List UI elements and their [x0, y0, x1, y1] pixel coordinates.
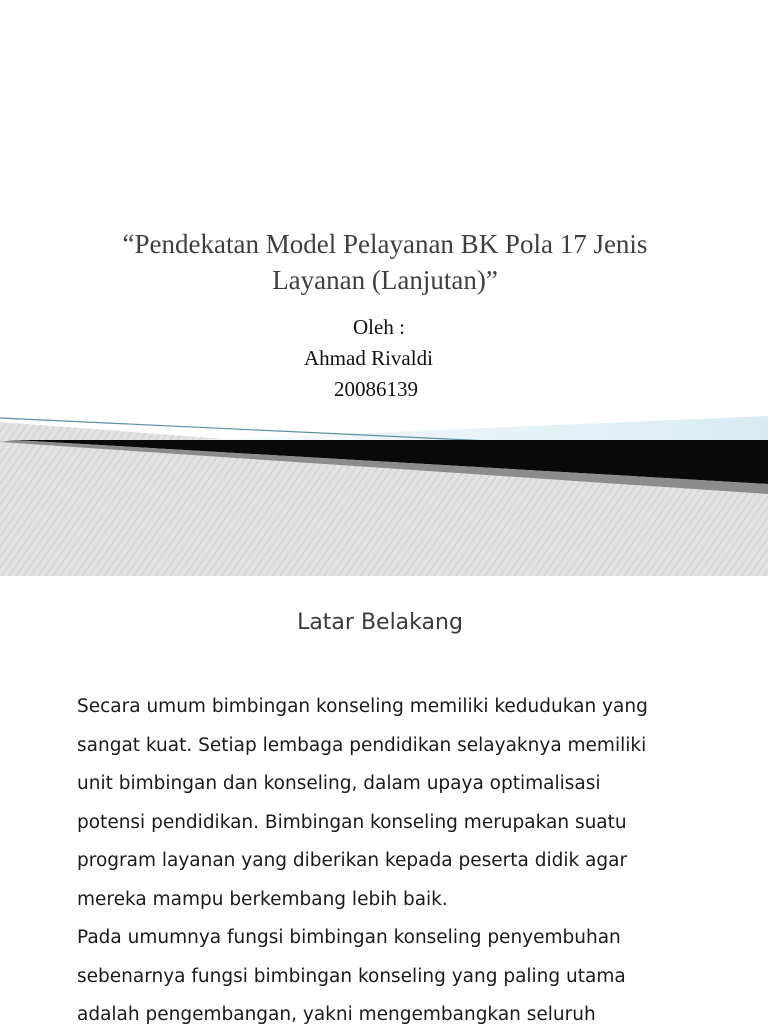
decorative-swoosh [0, 410, 768, 576]
body-line: Secara umum bimbingan konseling memiliki kedudukan yang [77, 696, 648, 717]
slide-title-line-2: Layanan (Lanjutan)” [272, 265, 498, 295]
body-line: mereka mampu berkembang lebih baik. [77, 888, 448, 910]
body-line: sangat kuat. Setiap lembaga pendidikan selayaknya memiliki [77, 734, 647, 756]
body-text [77, 688, 737, 1035]
section-heading: Latar Belakang [297, 610, 463, 635]
body-line: sebenarnya fungsi bimbingan konseling yang paling utama [77, 965, 626, 987]
slide-title [40, 226, 730, 298]
content-slide [0, 576, 768, 1024]
body-line: program layanan yang diberikan kepada peserta didik agar [77, 850, 628, 871]
author-name: Ahmad Rivaldi [304, 346, 433, 370]
by-label: Oleh : [353, 315, 405, 339]
student-id: 20086139 [334, 377, 418, 401]
body-line: Pada umumnya fungsi bimbingan konseling penyembuhan [77, 927, 621, 948]
body-line: potensi pendidikan. Bimbingan konseling merupakan suatu [77, 811, 627, 833]
body-line: unit bimbingan dan konseling, dalam upaya optimalisasi [77, 773, 601, 794]
body-line: adalah pengembangan, yakni mengembangkan seluruh [77, 1004, 596, 1025]
slide-title-line-1: “Pendekatan Model Pelayanan BK Pola 17 Jenis [122, 229, 648, 259]
